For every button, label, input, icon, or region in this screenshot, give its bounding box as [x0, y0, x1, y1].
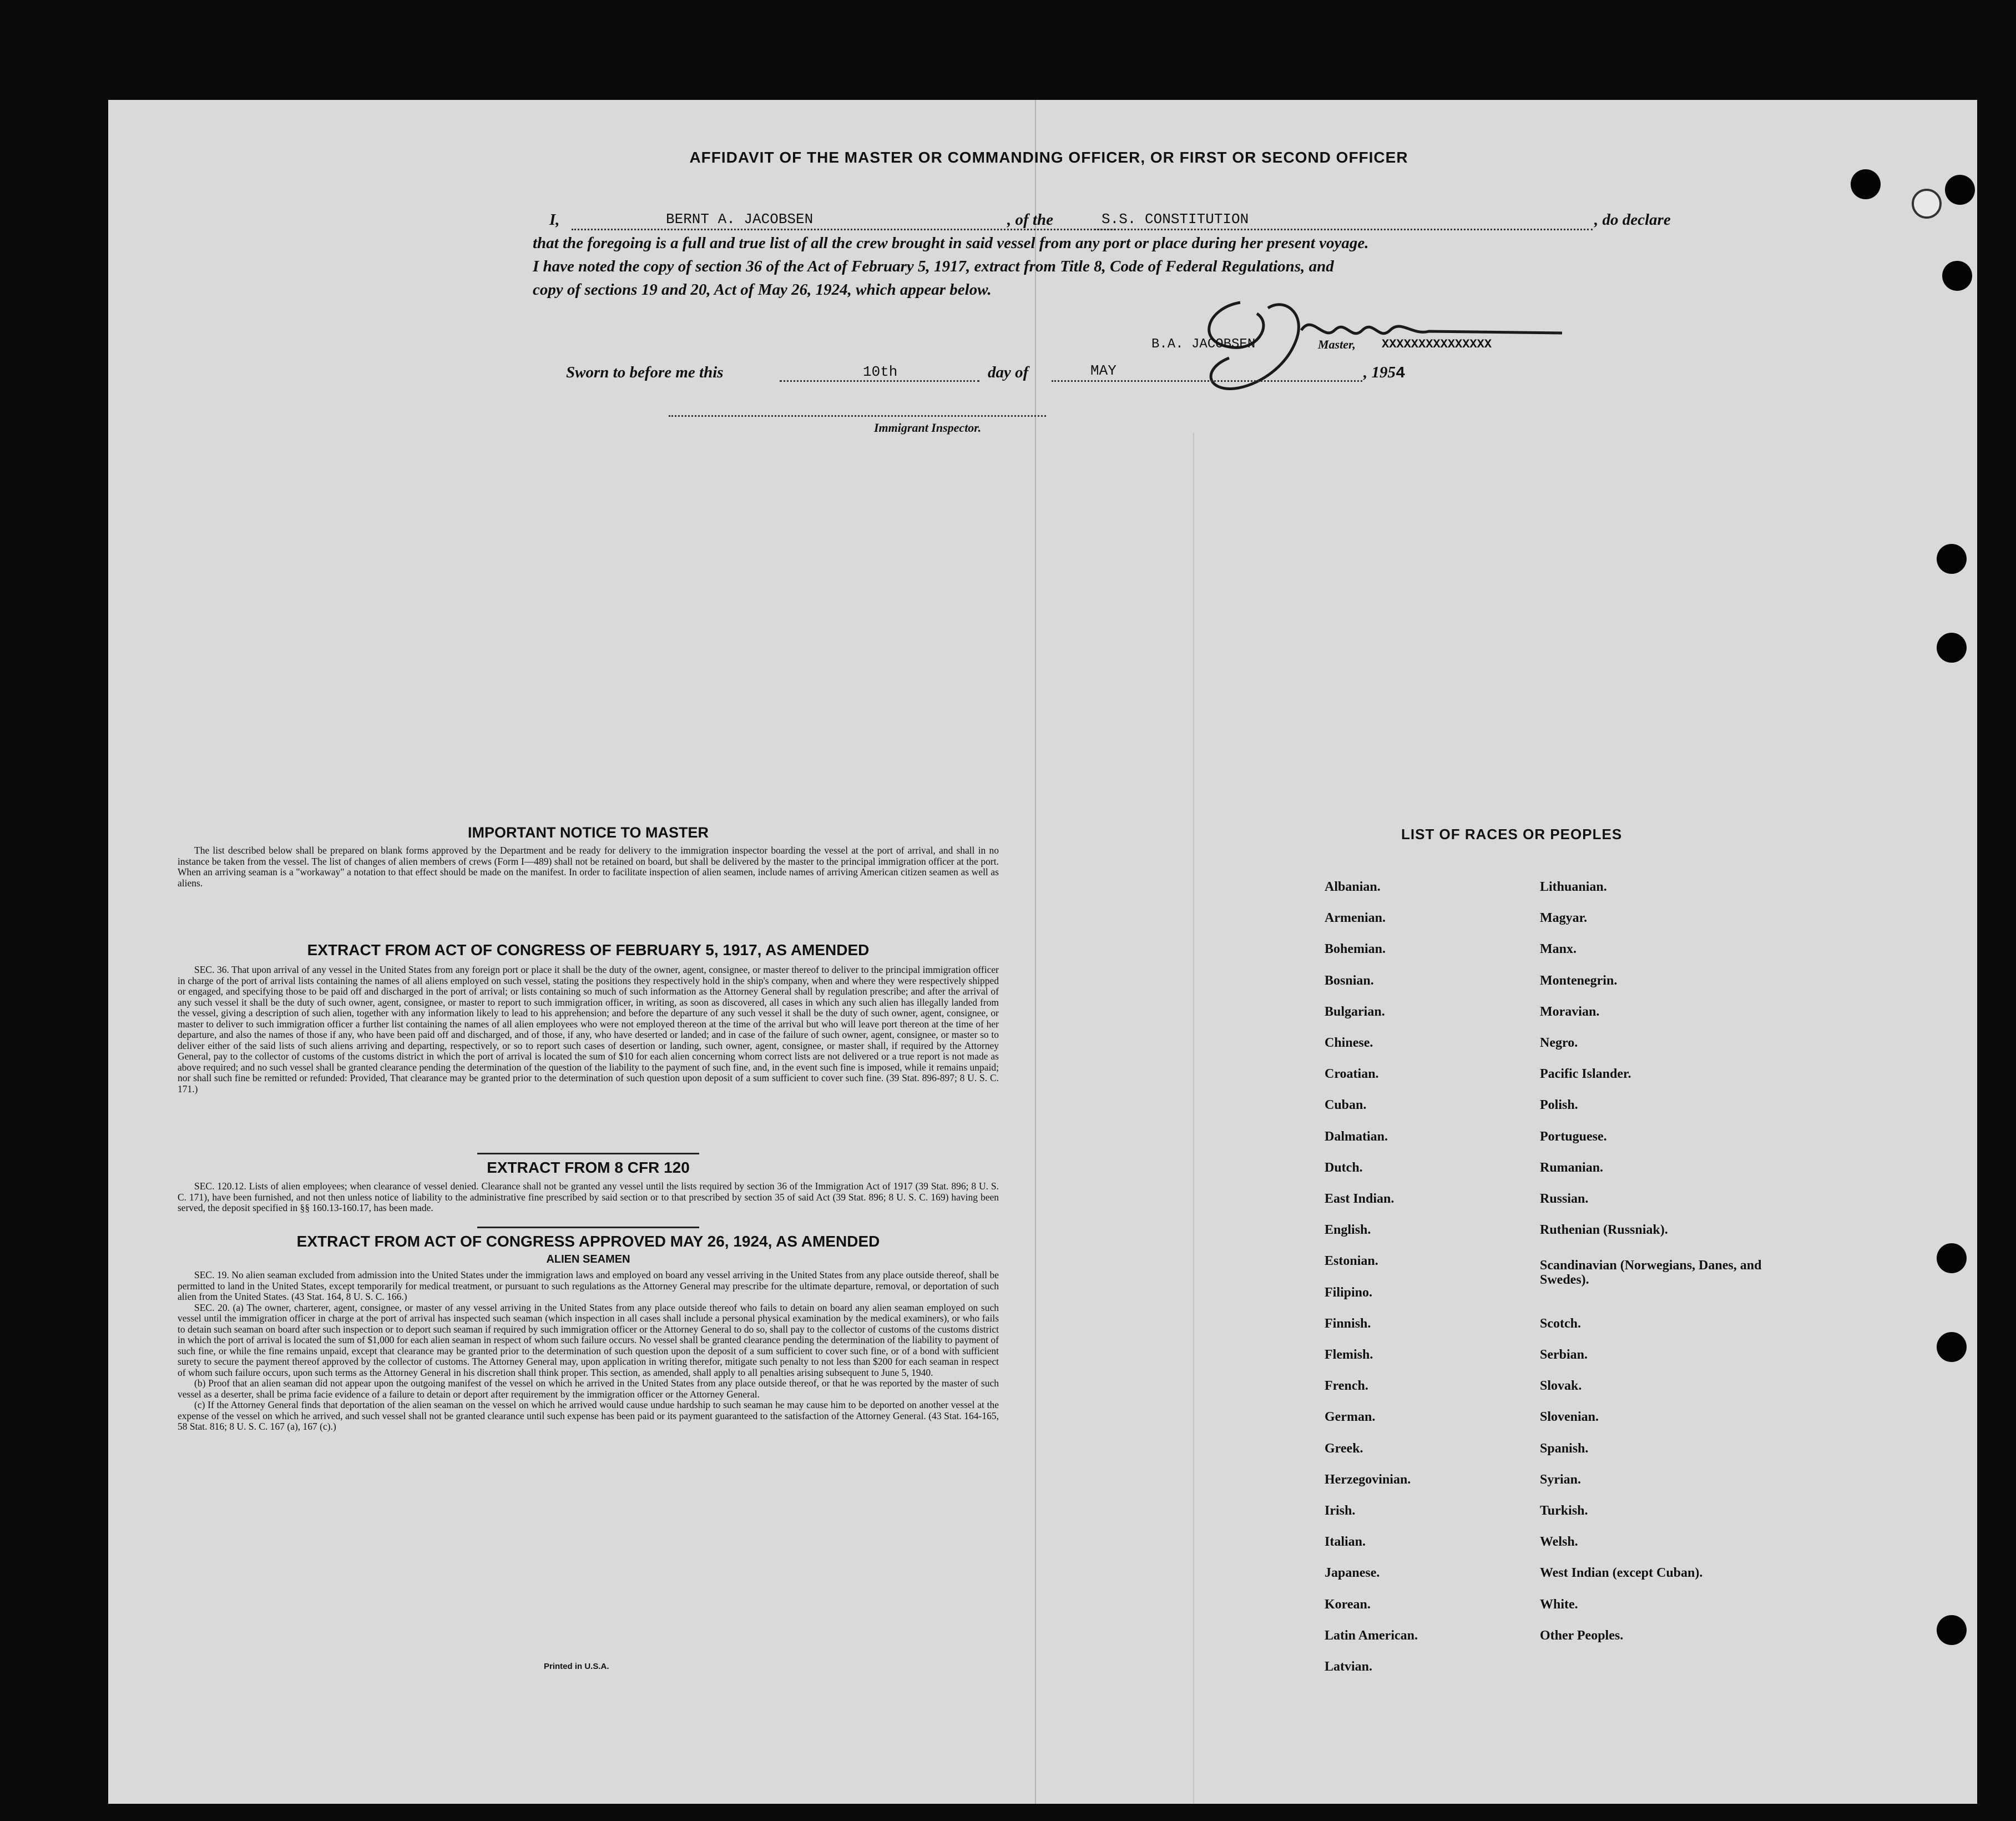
race-item: Dutch.: [1325, 1160, 1363, 1175]
sworn-label: Sworn to before me this: [566, 364, 724, 381]
declaration-line-3: I have noted the copy of section 36 of the Act of February 5, 1917, extract from Title 8, Code of Federal Regulations, and: [533, 258, 1334, 275]
race-item: German.: [1325, 1410, 1376, 1425]
race-item: Albanian.: [1325, 880, 1381, 894]
notice-title: IMPORTANT NOTICE TO MASTER: [468, 824, 709, 841]
printed-in-usa: Printed in U.S.A.: [544, 1662, 609, 1671]
race-item: Slovak.: [1540, 1379, 1582, 1394]
race-item: Greek.: [1325, 1441, 1363, 1456]
extract-cfr-text: [178, 1181, 999, 1214]
races-list-title: LIST OF RACES OR PEOPLES: [1401, 826, 1623, 843]
year-suffix: 4: [1396, 364, 1406, 382]
section-divider: [477, 1153, 699, 1154]
race-item: Lithuanian.: [1540, 880, 1607, 894]
race-item: Latin American.: [1325, 1628, 1418, 1643]
punch-hole: [1942, 261, 1972, 291]
extract-1917-title: EXTRACT FROM ACT OF CONGRESS OF FEBRUARY 5, 1917, AS AMENDED: [307, 941, 870, 959]
race-item: Estonian.: [1325, 1254, 1378, 1269]
race-item: Cuban.: [1325, 1098, 1367, 1113]
race-item: Croatian.: [1325, 1067, 1379, 1082]
race-item: Polish.: [1540, 1098, 1578, 1113]
section-36-paragraph: SEC. 36. That upon arrival of any vessel in the United States from any foreign port or place it shall be the duty of the owner, agent, consignee, or master thereof to deliver to the principal immigration officer in charge of the port of arrival lists containing the names of all aliens employed on such vessel, stating the positions they respectively hold in the ship's company, when and where they were respectively shipped or engaged, and specifying those to be paid off and discharged in the port of arrival; or lists containing so much of such information as the Attorney General shall by regulation prescribe; and after the arrival of any such vessel it shall be the duty of such owner, agent, consignee, or master to report to such immigration officer, in writing, as soon as discovered, all cases in which any such alien has illegally landed from the vessel, giving a description of such alien, together with any information likely to lead to his apprehension; and before the departure of any such vessel it shall be the duty of such owner, agent, consignee, or master to deliver to such immigration officer a further list containing the names of all alien employees who were not employed thereon at the time of the arrival but who will leave port thereon at the time of her departure, and also the names of those if any, who have been paid off and discharged, and of those, if any, who have deserted or landed; and in case of the failure of such owner, agent, consignee, or master so to deliver either of the said lists of such aliens arriving and departing, respectively, or so to report such cases of desertion or landing, such owner, agent, consignee, or master shall, if required by the Attorney General, pay to the collector of customs of the customs district in which the port of arrival is located the sum of $10 for each alien concerning whom correct lists are not delivered or a true report is not made as above required; and no such vessel shall be granted clearance pending the determination of the question of the liability to the payment of such fine, and, in the event such fine is imposed, while it remains unpaid; nor shall such fine be remitted or refunded: Provided, That clearance may be granted prior to the determination of such question upon deposit of a sum sufficient to cover such fine. (39 Stat. 896-897; 8 U. S. C. 171.): [178, 964, 999, 1094]
extract-1924-title: EXTRACT FROM ACT OF CONGRESS APPROVED MAY 26, 1924, AS AMENDED: [296, 1233, 880, 1250]
fold-crease: [1035, 100, 1036, 1804]
i-label: I,: [549, 211, 560, 229]
extract-1924-text: [178, 1270, 999, 1432]
race-item: Spanish.: [1540, 1441, 1589, 1456]
master-name: BERNT A. JACOBSEN: [666, 211, 814, 228]
race-item: Chinese.: [1325, 1036, 1373, 1050]
race-item: Syrian.: [1540, 1472, 1582, 1487]
section-divider: [477, 1227, 699, 1228]
punch-hole: [1945, 175, 1975, 205]
race-item: Ruthenian (Russniak).: [1540, 1223, 1668, 1238]
race-item: Russian.: [1540, 1192, 1589, 1206]
punch-hole: [1937, 1615, 1967, 1645]
declaration-line-4: copy of sections 19 and 20, Act of May 26, 1924, which appear below.: [533, 281, 992, 299]
race-item: Bohemian.: [1325, 942, 1386, 957]
year-prefix: , 195: [1363, 364, 1396, 381]
sworn-month-line: [1052, 380, 1362, 382]
race-item: Montenegrin.: [1540, 973, 1618, 988]
notice-text: [178, 845, 999, 889]
section-19-paragraph: SEC. 19. No alien seaman excluded from admission into the United States under the immigration laws and employed on board any vessel arriving in the United States from any place outside thereof, shall be permitted to land in the United States, except temporarily for medical treatment, or pursuant to such regulations as the Attorney General may prescribe for the ultimate departure, removal, or deportation of such alien from the United States. (43 Stat. 164, 8 U. S. C. 166.): [178, 1269, 999, 1302]
document-page: [108, 100, 1977, 1804]
race-item: Scotch.: [1540, 1316, 1581, 1331]
do-declare-label: , do declare: [1594, 211, 1671, 229]
section-20a-paragraph: SEC. 20. (a) The owner, charterer, agent, consignee, or master of any vessel arriving in the United States from any place outside thereof who fails to detain on board any alien seaman employed on such vessel until the immigration officer in charge at the port of arrival has inspected such seaman (which inspection in all cases shall include a personal physical examination by the medical examiners), or who fails to detain such seaman on board after such inspection or to deport such seaman if required by such immigration officer or the Attorney General to do so, shall pay to the collector of customs of the customs district in which the port of arrival is located the sum of $1,000 for each alien seaman in respect of whom such failure occurs. No vessel shall be granted clearance pending the determination of the liability to payment of such fine, or while the fine remains unpaid, except that clearance may be granted prior to the determination of such question upon the deposit of a sum sufficient to cover such fine, or of a bond with sufficient surety to secure the payment thereof approved by the collector of customs. The Attorney General may, upon application in writing therefor, mitigate such penalty to not less than $200 for each seaman in respect of whom such failure occurs, upon such terms as the Attorney General in his discretion shall think proper. This section, as amended, shall apply to all penalties arising subsequent to June 5, 1940.: [178, 1302, 999, 1378]
race-item: West Indian (except Cuban).: [1540, 1566, 1703, 1581]
vessel-line: [1090, 229, 1593, 230]
sworn-month: MAY: [1090, 362, 1116, 379]
race-item: French.: [1325, 1379, 1368, 1394]
race-item: Japanese.: [1325, 1566, 1380, 1581]
inspector-label: Immigrant Inspector.: [874, 421, 982, 435]
typed-master-name: B.A. JACOBSEN: [1151, 337, 1256, 352]
day-of-label: day of: [988, 364, 1029, 381]
punch-hole: [1937, 1332, 1967, 1362]
race-item: Armenian.: [1325, 911, 1386, 926]
section-20b-paragraph: (b) Proof that an alien seaman did not appear upon the outgoing manifest of the vessel on which he arrived in the United States from any place outside thereof, or that he was reported by the master of such vessel as a deserter, shall be prima facie evidence of a failure to detain or deport after requirement by the immigration officer or the Attorney General.: [178, 1378, 999, 1400]
race-item: Pacific Islander.: [1540, 1067, 1631, 1082]
inspector-signature-line: [669, 415, 1046, 417]
race-item: Manx.: [1540, 942, 1577, 957]
punch-hole: [1912, 189, 1942, 219]
race-item: Latvian.: [1325, 1659, 1373, 1674]
fold-crease: [1193, 433, 1194, 1804]
declaration-line-2: that the foregoing is a full and true list of all the crew brought in said vessel from any port or place during her present voyage.: [533, 234, 1369, 252]
race-item: Magyar.: [1540, 911, 1588, 926]
race-item: Rumanian.: [1540, 1160, 1604, 1175]
sworn-day-line: [780, 380, 979, 382]
master-title-struck: XXXXXXXXXXXXXXX: [1382, 337, 1492, 351]
race-item: Other Peoples.: [1540, 1628, 1624, 1643]
race-item: Moravian.: [1540, 1004, 1600, 1019]
punch-hole: [1937, 544, 1967, 574]
race-item: Finnish.: [1325, 1316, 1371, 1331]
section-120-12-paragraph: SEC. 120.12. Lists of alien employees; when clearance of vessel denied. Clearance shall not be granted any vessel until the lists required by section 36 of the Immigration Act of 1917 (39 Stat. 896; 8 U. S. C. 171), have been furnished, and not then unless notice of liability to the administrative fine prescribed by said section or to that prescribed by section 35 of said Act (39 Stat. 896; 8 U. S. C. 169) having been served, the deposit specified in §§ 160.13-160.17, has been made.: [178, 1181, 999, 1213]
sworn-day: 10th: [863, 364, 898, 380]
section-20c-paragraph: (c) If the Attorney General finds that deportation of the alien seaman on the vessel on which he arrived would cause undue hardship to such seaman he may cause him to be deported on another vessel at the expense of the vessel on which he arrived, and such vessel shall not be granted clearance until such expense has been paid or its payment guaranteed to the satisfaction of the Attorney General. (43 Stat. 164-165, 58 Stat. 816; 8 U. S. C. 167 (a), 167 (c).): [178, 1399, 999, 1432]
race-item: Slovenian.: [1540, 1410, 1599, 1425]
race-item: Serbian.: [1540, 1348, 1588, 1362]
race-item: Welsh.: [1540, 1535, 1578, 1550]
race-item: English.: [1325, 1223, 1371, 1238]
alien-seamen-subtitle: ALIEN SEAMEN: [546, 1253, 630, 1265]
race-item: Portuguese.: [1540, 1129, 1607, 1144]
race-item: Irish.: [1325, 1504, 1356, 1518]
notice-paragraph: The list described below shall be prepared on blank forms approved by the Department and be ready for delivery to the immigration inspector boarding the vessel at the port of arrival, and shall in no instance be taken from the vessel. The list of changes of alien members of crews (Form I—489) shall not be retained on board, but shall be delivered by the master to the principal immigration officer at the port. When an arriving seaman is a "workaway" a notation to that effect should be made on the manifest. In order to facilitate inspection of alien seamen, include names of arriving American citizen seamen as well as aliens.: [178, 845, 999, 889]
race-item: East Indian.: [1325, 1192, 1394, 1206]
extract-1917-text: [178, 965, 999, 1094]
race-item: Korean.: [1325, 1597, 1371, 1612]
extract-cfr-title: EXTRACT FROM 8 CFR 120: [487, 1159, 690, 1176]
race-item: Flemish.: [1325, 1348, 1373, 1362]
race-item: Scandinavian (Norwegians, Danes, and Swedes).: [1540, 1258, 1762, 1288]
punch-hole: [1851, 169, 1881, 199]
race-item: Turkish.: [1540, 1504, 1588, 1518]
of-the-label: , of the: [1007, 211, 1053, 229]
race-item: White.: [1540, 1597, 1578, 1612]
punch-hole: [1937, 1243, 1967, 1273]
race-item: Bosnian.: [1325, 973, 1374, 988]
race-item: Bulgarian.: [1325, 1004, 1385, 1019]
race-item: Negro.: [1540, 1036, 1578, 1050]
race-item: Dalmatian.: [1325, 1129, 1388, 1144]
sworn-year-prefix: [1363, 364, 1405, 382]
master-label: Master,: [1318, 337, 1356, 351]
race-item: Filipino.: [1325, 1285, 1373, 1300]
affidavit-title: AFFIDAVIT OF THE MASTER OR COMMANDING OFFICER, OR FIRST OR SECOND OFFICER: [689, 149, 1408, 166]
punch-hole: [1937, 633, 1967, 663]
race-item: Herzegovinian.: [1325, 1472, 1411, 1487]
race-item: Italian.: [1325, 1535, 1366, 1550]
vessel-name: S.S. CONSTITUTION: [1102, 211, 1249, 228]
